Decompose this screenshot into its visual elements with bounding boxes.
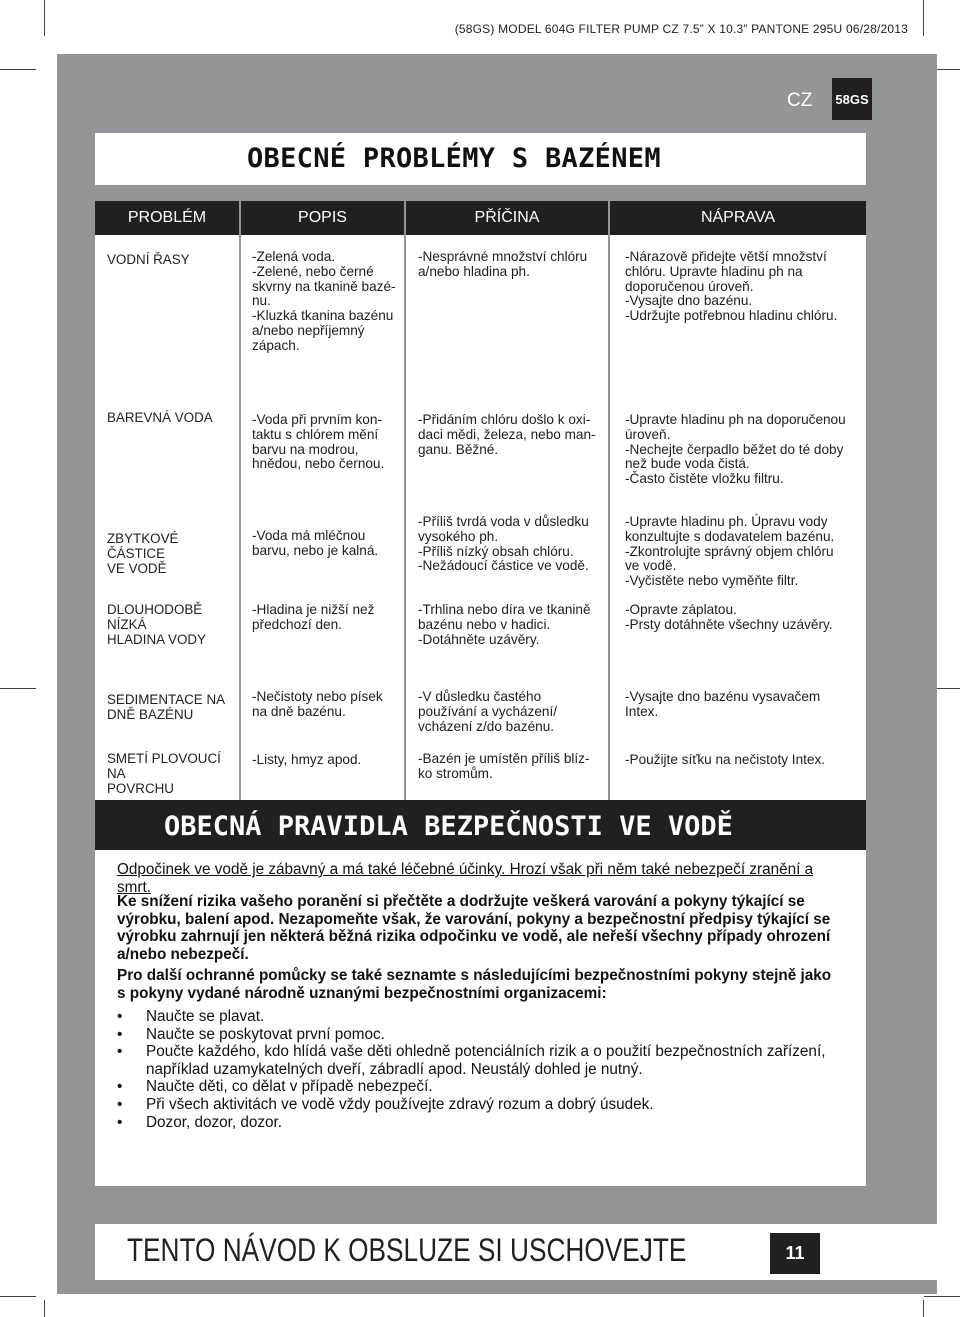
header-problem: PROBLÉM xyxy=(127,209,207,226)
header-cause: PŘÍČINA xyxy=(474,209,540,226)
problem-cell: SMETÍ PLOVOUCÍ NA POVRCHU xyxy=(107,751,221,796)
problem-cell: BAREVNÁ VODA xyxy=(107,410,213,425)
description-cell: -Voda má mléčnou barvu, nebo je kalná. xyxy=(252,528,379,558)
language-label: CZ xyxy=(787,90,813,111)
remedy-cell: -Vysajte dno bazénu vysavačem Intex. xyxy=(625,689,821,719)
remedy-cell: -Nárazově přidejte větší množství chlóru. Upravte hladinu ph na doporučenou úroveň. -Vysajte dno bazénu. -Udržujte potřebnou hladinu chlóru. xyxy=(625,249,838,324)
page-title: OBECNÉ PROBLÉMY S BAZÉNEM xyxy=(247,143,661,174)
remedy-cell: -Upravte hladinu ph na doporučenou úroveň. -Nechejte čerpadlo běžet do té doby než bude voda čistá. -Často čistěte vložku filtru. xyxy=(625,412,846,487)
crop-mark xyxy=(44,0,45,36)
crop-mark xyxy=(44,1300,45,1317)
header-remedy: NÁPRAVA xyxy=(700,209,776,226)
problem-cell: DLOUHODOBĚ NÍZKÁ HLADINA VODY xyxy=(107,602,206,647)
cause-cell: -Bazén je umístěn příliš blíz- ko stromům. xyxy=(418,751,590,781)
page-number: 11 xyxy=(770,1233,820,1274)
header-description: POPIS xyxy=(298,209,347,226)
crop-mark xyxy=(0,688,36,689)
description-cell: -Listy, hmyz apod. xyxy=(252,752,362,767)
problems-table xyxy=(95,235,866,800)
problem-cell: SEDIMENTACE NA DNĚ BAZÉNU xyxy=(107,692,226,722)
keep-manual-notice: TENTO NÁVOD K OBSLUZE SI USCHOVEJTE xyxy=(127,1232,687,1268)
description-cell: -Nečistoty nebo písek na dně bazénu. xyxy=(252,689,383,719)
bullet-item: • Dozor, dozor, dozor. xyxy=(117,1114,842,1132)
model-code-badge: 58GS xyxy=(832,78,872,120)
bullet-item: • Poučte každého, kdo hlídá vaše děti ohledně potenciálních rizik a o použití bezpečnostních zařízení, například uzamykatelných dveří, zábradlí apod. Neustálý dohled je nutný. xyxy=(117,1043,842,1078)
safety-paragraph: Pro další ochranné pomůcky se také seznamte s následujícími bezpečnostními pokyny stejně jako s pokyny vydané národně uznanými bezpečnostními organizacemi: xyxy=(117,967,832,1002)
cause-cell: -Příliš tvrdá voda v důsledku vysokého ph. -Příliš nízký obsah chlóru. -Nežádoucí částice ve vodě. xyxy=(418,514,589,574)
description-cell: -Zelená voda. -Zelené, nebo černé skvrny na tkanině bazé- nu. -Kluzká tkanina bazénu a/nebo nepříjemný zápach. xyxy=(252,249,396,353)
problem-cell: ZBYTKOVÉ ČÁSTICE VE VODĚ xyxy=(107,531,179,576)
table-header xyxy=(95,201,866,235)
crop-mark xyxy=(923,1300,924,1317)
column-divider xyxy=(608,235,610,800)
safety-title: OBECNÁ PRAVIDLA BEZPEČNOSTI VE VODĚ xyxy=(164,811,733,842)
description-cell: -Voda při prvním kon- taktu s chlórem mění barvu na modrou, hnědou, nebo černou. xyxy=(252,412,385,472)
crop-mark xyxy=(924,1296,960,1297)
safety-rules xyxy=(95,850,866,1186)
section-title-box xyxy=(95,133,866,185)
safety-intro: Odpočinek ve vodě je zábavný a má také léčebné účinky. Hrozí však při něm také nebezpečí zranění a smrt. xyxy=(117,861,814,896)
print-header: (58GS) MODEL 604G FILTER PUMP CZ 7.5” X 10.3” PANTONE 295U 06/28/2013 xyxy=(454,22,908,36)
bullet-item: • Naučte se plavat. xyxy=(117,1008,842,1026)
cause-cell: -Trhlina nebo díra ve tkanině bazénu nebo v hadici. -Dotáhněte uzávěry. xyxy=(418,602,591,647)
bullet-item: • Naučte děti, co dělat v případě nebezpečí. xyxy=(117,1078,842,1096)
remedy-cell: -Upravte hladinu ph. Úpravu vody konzultujte s dodavatelem bazénu. -Zkontrolujte správný objem chlóru ve vodě. -Vyčistěte nebo vyměňte filtr. xyxy=(625,514,835,589)
cause-cell: -V důsledku častého používání a vycházení/ vcházení z/do bazénu. xyxy=(418,689,558,734)
column-divider xyxy=(404,235,406,800)
cause-cell: -Nesprávné množství chlóru a/nebo hladina ph. xyxy=(418,249,588,279)
remedy-cell: -Použijte síťku na nečistoty Intex. xyxy=(625,752,826,767)
crop-mark xyxy=(0,1296,36,1297)
safety-paragraph: Ke snížení rizika vašeho poranění si přečtěte a dodržujte veškerá varování a pokyny týkající se výrobku, balení apod. Nezapomeňte však, že varování, pokyny a bezpečnostní předpisy týkající se výrobku zahrnují jen některá běžná rizika odpočinku ve vodě, ale neřeší všechny případy ohrození a/nebo nebezpečí. xyxy=(117,893,831,963)
safety-bullet-list xyxy=(117,1008,842,1131)
bullet-item: • Při všech aktivitách ve vodě vždy používejte zdravý rozum a dobrý úsudek. xyxy=(117,1096,842,1114)
crop-mark xyxy=(0,69,36,70)
crop-mark xyxy=(923,0,924,36)
problem-cell: VODNÍ ŘASY xyxy=(107,252,190,267)
bullet-item: • Naučte se poskytovat první pomoc. xyxy=(117,1026,842,1044)
remedy-cell: -Opravte záplatou. -Prsty dotáhněte všechny uzávěry. xyxy=(625,602,833,632)
cause-cell: -Přidáním chlóru došlo k oxi- daci mědi, železa, nebo man- ganu. Běžné. xyxy=(418,412,596,457)
footer-bar xyxy=(95,1224,937,1280)
safety-header xyxy=(95,800,866,850)
column-divider xyxy=(239,235,241,800)
description-cell: -Hladina je nižší než předchozí den. xyxy=(252,602,375,632)
